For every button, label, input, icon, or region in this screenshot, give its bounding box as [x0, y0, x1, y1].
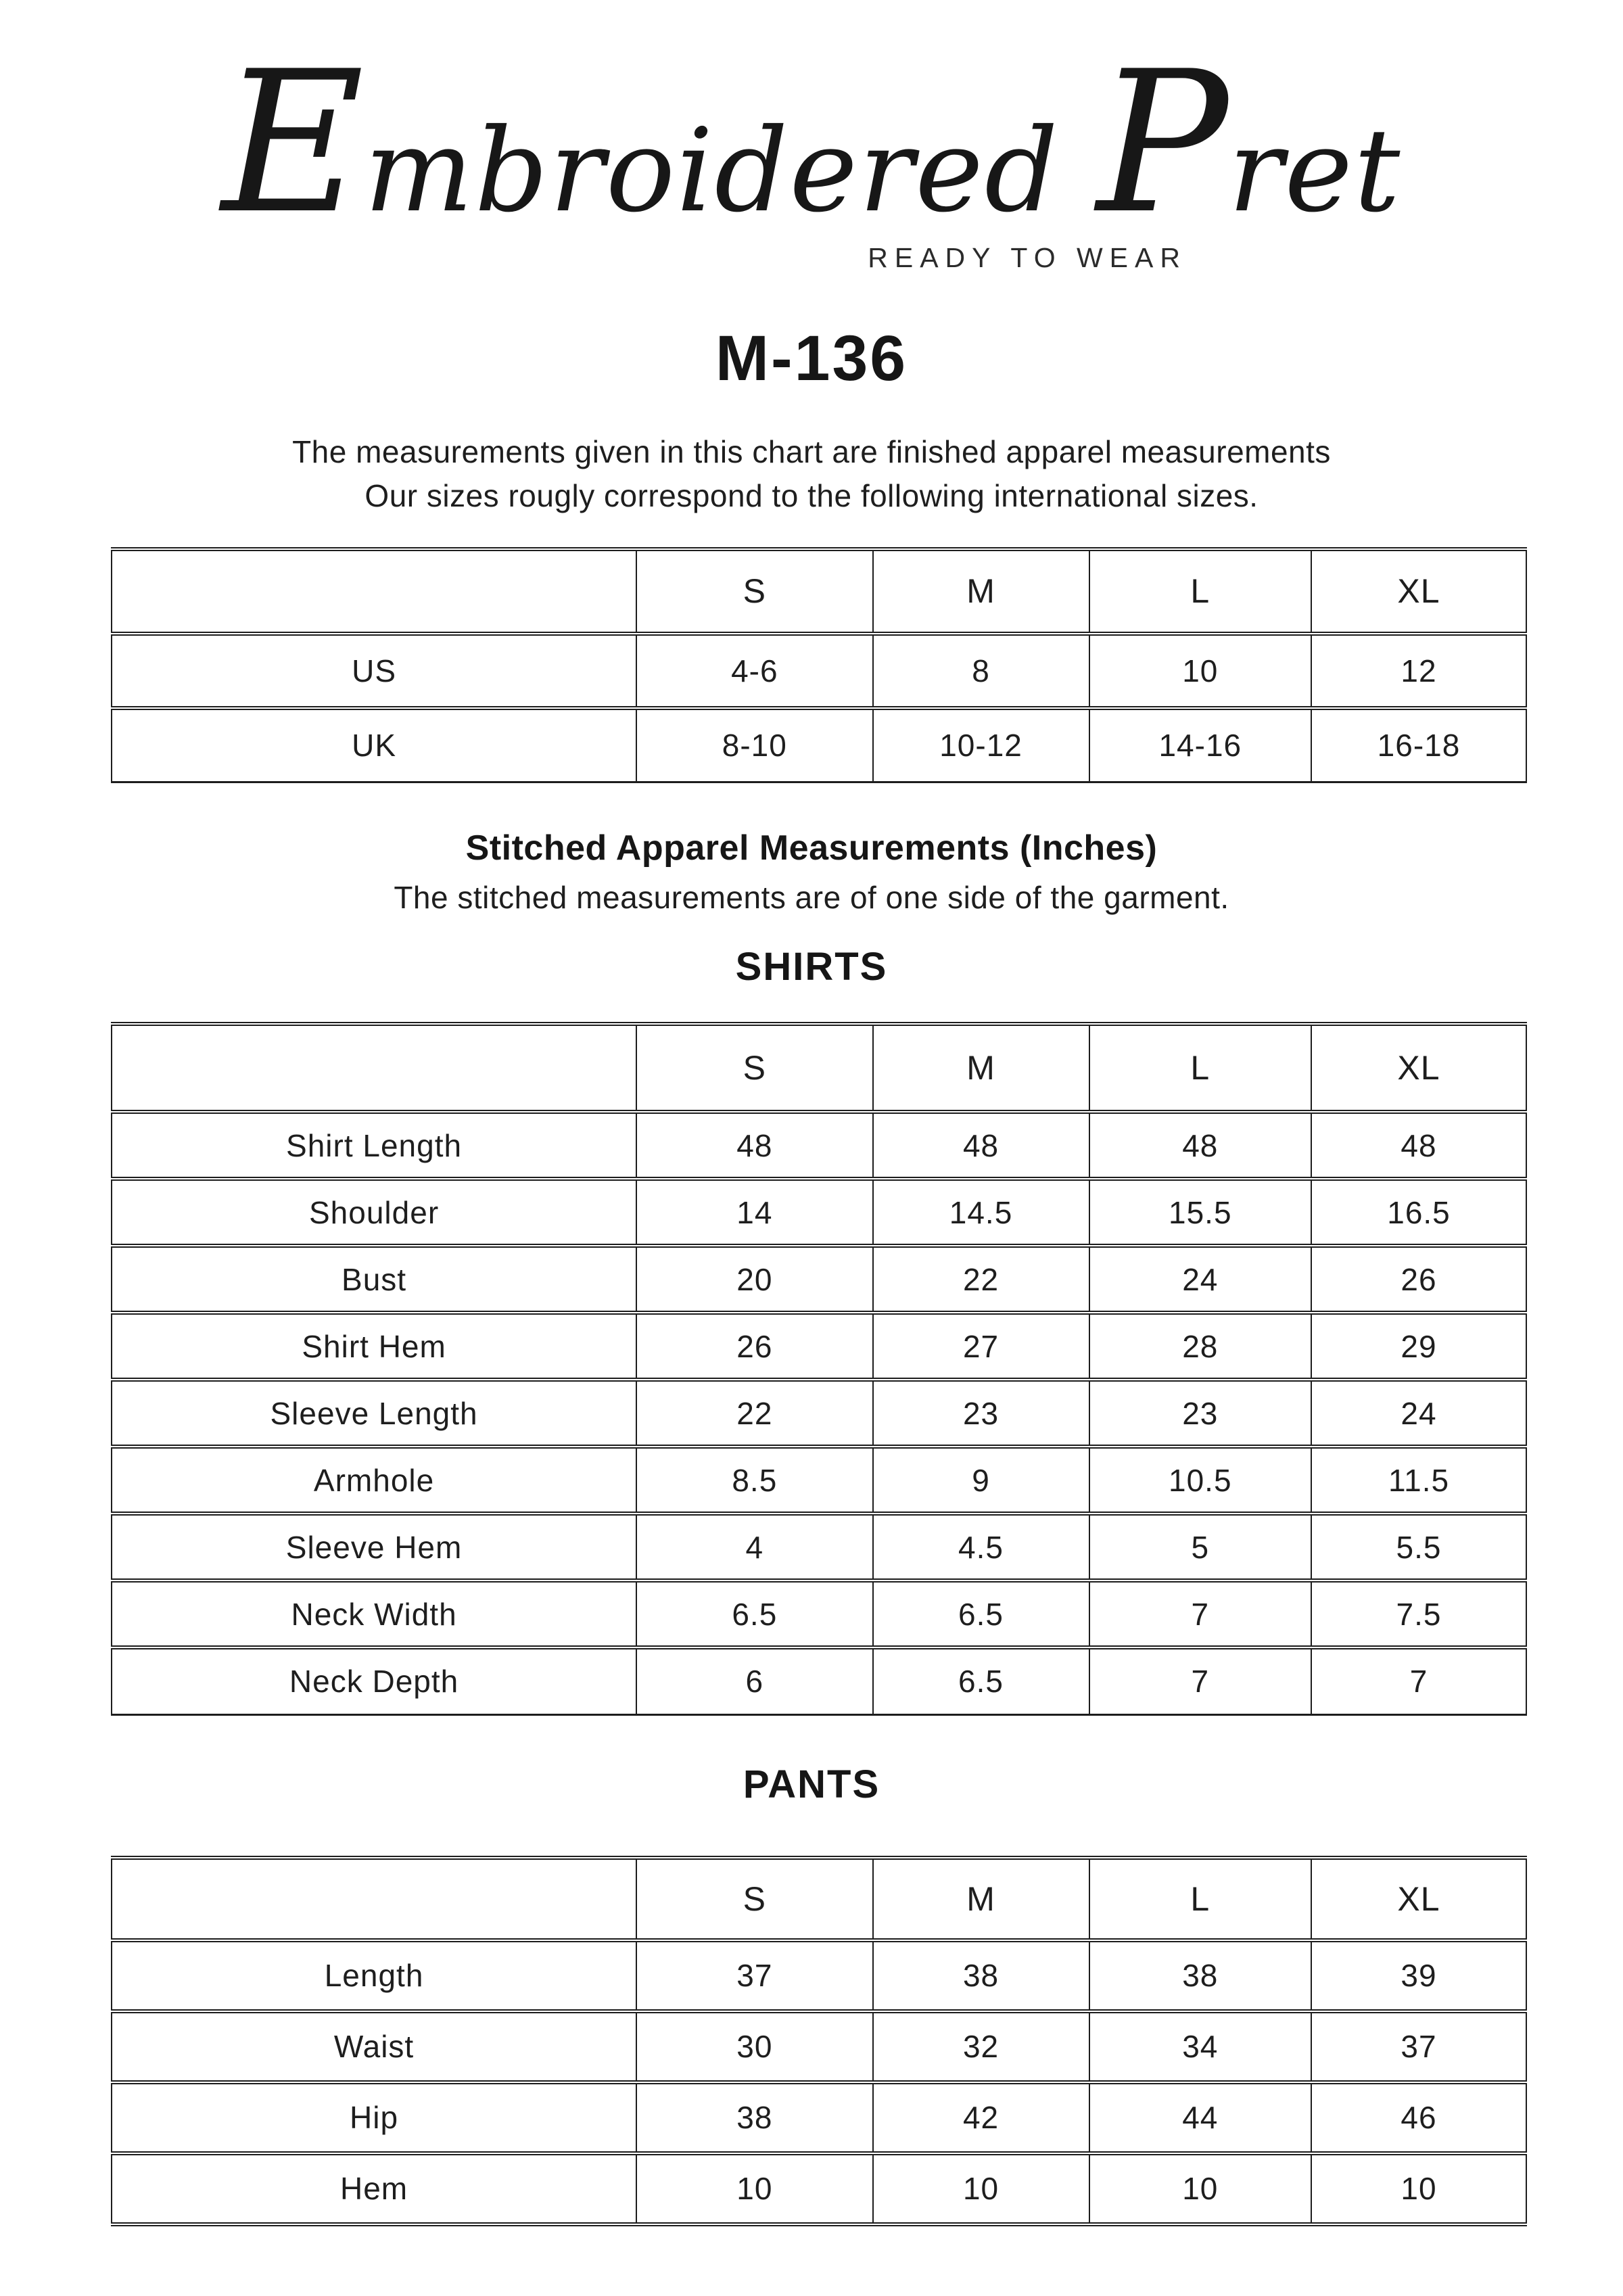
brand-logo-word-1: Embroidered — [221, 30, 1060, 257]
row-label: Sleeve Length — [112, 1380, 636, 1447]
size-value: 7 — [1089, 1647, 1311, 1714]
international-sizes-table — [111, 547, 1527, 784]
size-value: 26 — [1311, 1246, 1526, 1313]
table-row-shoulder — [112, 1179, 1526, 1246]
size-header-m: M — [873, 1024, 1089, 1112]
size-value: 28 — [1089, 1313, 1311, 1380]
table-row-sleeve-length — [112, 1380, 1526, 1447]
row-label: UK — [112, 708, 636, 782]
product-code: M-136 — [715, 323, 908, 394]
size-value: 46 — [1311, 2082, 1526, 2153]
row-label: US — [112, 634, 636, 708]
size-header-xl: XL — [1311, 1858, 1526, 1940]
size-value: 48 — [1311, 1112, 1526, 1179]
size-header-s: S — [636, 1024, 872, 1112]
size-header-l: L — [1089, 1858, 1311, 1940]
size-value: 4.5 — [873, 1514, 1089, 1580]
size-value: 26 — [636, 1313, 872, 1380]
size-value: 39 — [1311, 1940, 1526, 2011]
size-value: 14.5 — [873, 1179, 1089, 1246]
size-value: 38 — [636, 2082, 872, 2153]
size-value: 14-16 — [1089, 708, 1311, 782]
table-row-bust — [112, 1246, 1526, 1313]
pants-measurements-table — [111, 1856, 1527, 2226]
size-value: 11.5 — [1311, 1447, 1526, 1514]
table-row-neck-width — [112, 1580, 1526, 1647]
row-label: Neck Depth — [112, 1647, 636, 1714]
row-label: Shirt Length — [112, 1112, 636, 1179]
brand-logo-word-2: Pret — [1096, 30, 1402, 257]
size-value: 6.5 — [873, 1580, 1089, 1647]
size-value: 38 — [1089, 1940, 1311, 2011]
size-value: 6.5 — [873, 1647, 1089, 1714]
header-row — [112, 1858, 1526, 1940]
size-value: 27 — [873, 1313, 1089, 1380]
size-value: 6.5 — [636, 1580, 872, 1647]
size-value: 16.5 — [1311, 1179, 1526, 1246]
brand-tagline: READY TO WEAR — [868, 242, 1187, 273]
size-value: 10 — [873, 2153, 1089, 2224]
table-row-hip — [112, 2082, 1526, 2153]
size-header-xl: XL — [1311, 549, 1526, 634]
size-value: 4 — [636, 1514, 872, 1580]
size-value: 12 — [1311, 634, 1526, 708]
size-value: 32 — [873, 2011, 1089, 2082]
header-row — [112, 1024, 1526, 1112]
table-row-uk — [112, 708, 1526, 782]
table-row-neck-depth — [112, 1647, 1526, 1714]
size-header-l: L — [1089, 1024, 1311, 1112]
size-value: 5.5 — [1311, 1514, 1526, 1580]
size-value: 9 — [873, 1447, 1089, 1514]
size-value: 44 — [1089, 2082, 1311, 2153]
row-label: Waist — [112, 2011, 636, 2082]
size-value: 37 — [636, 1940, 872, 2011]
row-label: Shirt Hem — [112, 1313, 636, 1380]
shirts-measurements-table — [111, 1022, 1527, 1716]
size-value: 10 — [1089, 634, 1311, 708]
size-value: 22 — [636, 1380, 872, 1447]
size-value: 7.5 — [1311, 1580, 1526, 1647]
size-value: 10-12 — [873, 708, 1089, 782]
row-label: Neck Width — [112, 1580, 636, 1647]
size-header-l: L — [1089, 549, 1311, 634]
size-value: 5 — [1089, 1514, 1311, 1580]
size-value: 23 — [873, 1380, 1089, 1447]
row-label: Armhole — [112, 1447, 636, 1514]
size-value: 20 — [636, 1246, 872, 1313]
row-label: Sleeve Hem — [112, 1514, 636, 1580]
size-header-m: M — [873, 549, 1089, 634]
size-value: 8.5 — [636, 1447, 872, 1514]
row-label: Hip — [112, 2082, 636, 2153]
intro-text — [0, 430, 1623, 519]
size-value: 15.5 — [1089, 1179, 1311, 1246]
table-row-hem — [112, 2153, 1526, 2224]
size-header-s: S — [636, 549, 872, 634]
table-row-length — [112, 1940, 1526, 2011]
table-row-us — [112, 634, 1526, 708]
brand-header — [0, 0, 1623, 314]
table-row-sleeve-hem — [112, 1514, 1526, 1580]
stitched-measurements-title: Stitched Apparel Measurements (Inches) — [465, 828, 1158, 868]
table-row-armhole — [112, 1447, 1526, 1514]
size-value: 7 — [1089, 1580, 1311, 1647]
table-row-shirt-hem — [112, 1313, 1526, 1380]
size-header-empty-cell — [112, 549, 636, 634]
row-label: Hem — [112, 2153, 636, 2224]
row-label: Length — [112, 1940, 636, 2011]
size-value: 6 — [636, 1647, 872, 1714]
size-header-xl: XL — [1311, 1024, 1526, 1112]
table-row-waist — [112, 2011, 1526, 2082]
size-header-empty-cell — [112, 1858, 636, 1940]
size-value: 37 — [1311, 2011, 1526, 2082]
size-value: 42 — [873, 2082, 1089, 2153]
size-value: 10 — [1089, 2153, 1311, 2224]
size-value: 10 — [636, 2153, 872, 2224]
size-value: 24 — [1089, 1246, 1311, 1313]
size-value: 29 — [1311, 1313, 1526, 1380]
size-value: 48 — [1089, 1112, 1311, 1179]
size-value: 22 — [873, 1246, 1089, 1313]
size-value: 38 — [873, 1940, 1089, 2011]
size-value: 7 — [1311, 1647, 1526, 1714]
size-value: 4-6 — [636, 634, 872, 708]
shirts-section-title: SHIRTS — [735, 945, 888, 989]
size-value: 34 — [1089, 2011, 1311, 2082]
size-value: 23 — [1089, 1380, 1311, 1447]
pants-section-title: PANTS — [743, 1762, 880, 1806]
table-row-shirt-length — [112, 1112, 1526, 1179]
size-value: 10.5 — [1089, 1447, 1311, 1514]
row-label: Bust — [112, 1246, 636, 1313]
stitched-measurements-subtitle: The stitched measurements are of one side of the garment. — [394, 880, 1229, 916]
size-header-m: M — [873, 1858, 1089, 1940]
size-header-empty-cell — [112, 1024, 636, 1112]
size-value: 8 — [873, 634, 1089, 708]
intro-line-2: Our sizes rougly correspond to the following international sizes. — [364, 478, 1259, 514]
size-header-s: S — [636, 1858, 872, 1940]
size-value: 16-18 — [1311, 708, 1526, 782]
size-value: 8-10 — [636, 708, 872, 782]
header-row — [112, 549, 1526, 634]
intro-line-1: The measurements given in this chart are finished apparel measurements — [292, 434, 1331, 469]
size-value: 10 — [1311, 2153, 1526, 2224]
size-value: 30 — [636, 2011, 872, 2082]
size-value: 48 — [873, 1112, 1089, 1179]
size-value: 48 — [636, 1112, 872, 1179]
size-value: 24 — [1311, 1380, 1526, 1447]
size-value: 14 — [636, 1179, 872, 1246]
row-label: Shoulder — [112, 1179, 636, 1246]
brand-logo — [0, 30, 1623, 257]
